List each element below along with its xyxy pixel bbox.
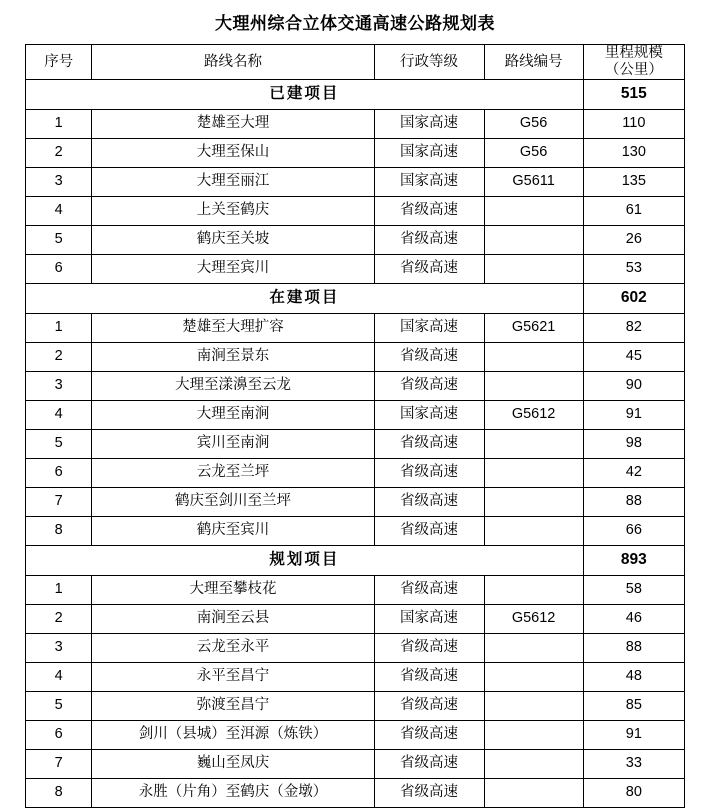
cell-name: 大理至攀枝花 xyxy=(92,575,374,604)
cell-level: 省级高速 xyxy=(374,429,484,458)
cell-code xyxy=(484,575,583,604)
cell-level: 省级高速 xyxy=(374,487,484,516)
table-header xyxy=(26,45,685,79)
table-row xyxy=(26,691,685,720)
cell-level: 国家高速 xyxy=(374,167,484,196)
cell-name: 楚雄至大理 xyxy=(92,109,374,138)
cell-no: 4 xyxy=(26,400,92,429)
cell-code: G5612 xyxy=(484,604,583,633)
cell-name: 永胜（片角）至鹤庆（金墩） xyxy=(92,778,374,807)
cell-code xyxy=(484,516,583,545)
cell-name: 永平至昌宁 xyxy=(92,662,374,691)
column-header-name: 路线名称 xyxy=(92,45,374,79)
cell-name: 上关至鹤庆 xyxy=(92,196,374,225)
cell-no: 8 xyxy=(26,778,92,807)
cell-mileage: 88 xyxy=(583,487,684,516)
cell-name: 鹤庆至宾川 xyxy=(92,516,374,545)
table-row xyxy=(26,225,685,254)
cell-no: 2 xyxy=(26,342,92,371)
cell-no: 4 xyxy=(26,196,92,225)
section-total: 893 xyxy=(583,545,684,575)
cell-mileage: 53 xyxy=(583,254,684,283)
cell-mileage: 46 xyxy=(583,604,684,633)
cell-no: 5 xyxy=(26,225,92,254)
cell-name: 云龙至兰坪 xyxy=(92,458,374,487)
cell-code: G5611 xyxy=(484,167,583,196)
cell-no: 6 xyxy=(26,254,92,283)
cell-code xyxy=(484,196,583,225)
table-row xyxy=(26,516,685,545)
cell-code xyxy=(484,487,583,516)
table-row xyxy=(26,458,685,487)
table-row xyxy=(26,196,685,225)
cell-name: 巍山至凤庆 xyxy=(92,749,374,778)
cell-no: 2 xyxy=(26,604,92,633)
cell-mileage: 130 xyxy=(583,138,684,167)
cell-name: 大理至漾濞至云龙 xyxy=(92,371,374,400)
cell-level: 省级高速 xyxy=(374,691,484,720)
cell-mileage: 90 xyxy=(583,371,684,400)
table-body xyxy=(26,79,685,807)
cell-level: 省级高速 xyxy=(374,662,484,691)
column-header-mileage-line2: （公里） xyxy=(604,62,663,79)
cell-code xyxy=(484,633,583,662)
cell-no: 8 xyxy=(26,516,92,545)
cell-no: 4 xyxy=(26,662,92,691)
cell-name: 大理至保山 xyxy=(92,138,374,167)
cell-mileage: 33 xyxy=(583,749,684,778)
table-row xyxy=(26,167,685,196)
table-row xyxy=(26,371,685,400)
cell-code: G5612 xyxy=(484,400,583,429)
cell-mileage: 48 xyxy=(583,662,684,691)
column-header-mileage-line1: 里程规模 xyxy=(604,45,663,62)
cell-mileage: 91 xyxy=(583,720,684,749)
cell-mileage: 61 xyxy=(583,196,684,225)
cell-no: 1 xyxy=(26,109,92,138)
cell-no: 1 xyxy=(26,575,92,604)
table-row xyxy=(26,749,685,778)
cell-level: 国家高速 xyxy=(374,313,484,342)
cell-code xyxy=(484,691,583,720)
table-row xyxy=(26,254,685,283)
cell-name: 剑川（县城）至洱源（炼铁） xyxy=(92,720,374,749)
cell-level: 省级高速 xyxy=(374,516,484,545)
cell-level: 省级高速 xyxy=(374,225,484,254)
table-row xyxy=(26,575,685,604)
table-row xyxy=(26,778,685,807)
cell-name: 大理至南涧 xyxy=(92,400,374,429)
section-header-row xyxy=(26,79,685,109)
cell-mileage: 110 xyxy=(583,109,684,138)
table-row xyxy=(26,313,685,342)
cell-no: 7 xyxy=(26,749,92,778)
cell-mileage: 58 xyxy=(583,575,684,604)
cell-code xyxy=(484,458,583,487)
table-row xyxy=(26,109,685,138)
section-header-row xyxy=(26,545,685,575)
page-title: 大理州综合立体交通高速公路规划表 xyxy=(215,14,495,33)
cell-code: G5621 xyxy=(484,313,583,342)
cell-no: 6 xyxy=(26,458,92,487)
section-label: 在建项目 xyxy=(26,283,584,313)
table-row xyxy=(26,720,685,749)
table-header-row xyxy=(26,45,685,79)
cell-code xyxy=(484,342,583,371)
cell-code xyxy=(484,662,583,691)
table-row xyxy=(26,662,685,691)
cell-code xyxy=(484,371,583,400)
cell-name: 大理至宾川 xyxy=(92,254,374,283)
cell-code xyxy=(484,778,583,807)
table-row xyxy=(26,487,685,516)
table-row xyxy=(26,633,685,662)
cell-code xyxy=(484,254,583,283)
cell-code xyxy=(484,720,583,749)
cell-no: 5 xyxy=(26,429,92,458)
cell-name: 鹤庆至关坡 xyxy=(92,225,374,254)
cell-no: 3 xyxy=(26,371,92,400)
cell-level: 省级高速 xyxy=(374,342,484,371)
cell-level: 省级高速 xyxy=(374,254,484,283)
cell-name: 南涧至景东 xyxy=(92,342,374,371)
cell-code: G56 xyxy=(484,138,583,167)
section-label: 规划项目 xyxy=(26,545,584,575)
table-row xyxy=(26,429,685,458)
cell-level: 国家高速 xyxy=(374,604,484,633)
cell-no: 3 xyxy=(26,633,92,662)
section-header-row xyxy=(26,283,685,313)
cell-code xyxy=(484,749,583,778)
cell-mileage: 135 xyxy=(583,167,684,196)
cell-level: 国家高速 xyxy=(374,138,484,167)
cell-mileage: 91 xyxy=(583,400,684,429)
cell-mileage: 98 xyxy=(583,429,684,458)
cell-mileage: 26 xyxy=(583,225,684,254)
cell-level: 省级高速 xyxy=(374,196,484,225)
cell-mileage: 66 xyxy=(583,516,684,545)
cell-name: 大理至丽江 xyxy=(92,167,374,196)
cell-level: 省级高速 xyxy=(374,720,484,749)
cell-code xyxy=(484,225,583,254)
table-row xyxy=(26,342,685,371)
cell-mileage: 82 xyxy=(583,313,684,342)
cell-no: 3 xyxy=(26,167,92,196)
cell-code xyxy=(484,429,583,458)
cell-no: 7 xyxy=(26,487,92,516)
cell-level: 省级高速 xyxy=(374,749,484,778)
cell-name: 楚雄至大理扩容 xyxy=(92,313,374,342)
table-row xyxy=(26,138,685,167)
cell-mileage: 88 xyxy=(583,633,684,662)
cell-name: 弥渡至昌宁 xyxy=(92,691,374,720)
cell-level: 省级高速 xyxy=(374,458,484,487)
column-header-level: 行政等级 xyxy=(374,45,484,79)
cell-level: 国家高速 xyxy=(374,109,484,138)
column-header-mileage xyxy=(583,45,684,79)
cell-level: 省级高速 xyxy=(374,575,484,604)
table-row xyxy=(26,604,685,633)
section-label: 已建项目 xyxy=(26,79,584,109)
cell-name: 云龙至永平 xyxy=(92,633,374,662)
cell-code: G56 xyxy=(484,109,583,138)
cell-mileage: 42 xyxy=(583,458,684,487)
column-header-no: 序号 xyxy=(26,45,92,79)
cell-no: 6 xyxy=(26,720,92,749)
cell-level: 国家高速 xyxy=(374,400,484,429)
section-total: 602 xyxy=(583,283,684,313)
cell-name: 南涧至云县 xyxy=(92,604,374,633)
cell-level: 省级高速 xyxy=(374,633,484,662)
cell-mileage: 45 xyxy=(583,342,684,371)
highway-plan-table xyxy=(25,44,685,807)
cell-name: 鹤庆至剑川至兰坪 xyxy=(92,487,374,516)
cell-no: 5 xyxy=(26,691,92,720)
cell-no: 1 xyxy=(26,313,92,342)
cell-no: 2 xyxy=(26,138,92,167)
cell-name: 宾川至南涧 xyxy=(92,429,374,458)
cell-mileage: 80 xyxy=(583,778,684,807)
section-total: 515 xyxy=(583,79,684,109)
cell-level: 省级高速 xyxy=(374,778,484,807)
cell-level: 省级高速 xyxy=(374,371,484,400)
column-header-code: 路线编号 xyxy=(484,45,583,79)
table-row xyxy=(26,400,685,429)
cell-mileage: 85 xyxy=(583,691,684,720)
